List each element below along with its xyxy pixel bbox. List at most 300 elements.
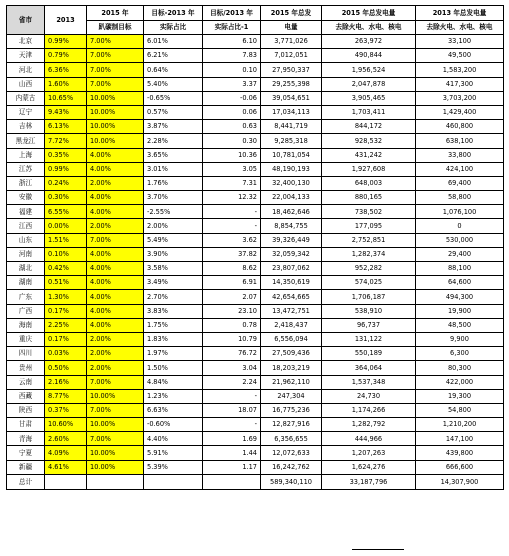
cell-2013: 0.30% bbox=[45, 191, 87, 205]
table-row bbox=[7, 418, 504, 432]
cell-target: 10.00% bbox=[87, 91, 144, 105]
table-row bbox=[7, 219, 504, 233]
total-excl2013: 14,307,900 bbox=[416, 474, 504, 489]
cell-target: 7.00% bbox=[87, 375, 144, 389]
cell-province: 广西 bbox=[7, 304, 45, 318]
cell-excl2015: 574,025 bbox=[322, 276, 416, 290]
cell-2013: 1.60% bbox=[45, 77, 87, 91]
cell-2013: 6.36% bbox=[45, 63, 87, 77]
total-empty-cell bbox=[203, 474, 261, 489]
cell-2013: 0.99% bbox=[45, 35, 87, 49]
cell-diff: 5.39% bbox=[144, 460, 203, 474]
cell-excl2013: 494,300 bbox=[416, 290, 504, 304]
cell-target: 4.00% bbox=[87, 318, 144, 332]
cell-ratio: 6.10 bbox=[203, 35, 261, 49]
total-underline bbox=[352, 549, 404, 550]
table-row bbox=[7, 77, 504, 91]
header-excl2013-line1: 2013 年总发电量 bbox=[416, 6, 504, 21]
cell-ratio: 6.91 bbox=[203, 276, 261, 290]
cell-diff: -0.65% bbox=[144, 91, 203, 105]
cell-2013: 2.16% bbox=[45, 375, 87, 389]
cell-province: 天津 bbox=[7, 49, 45, 63]
cell-province: 河南 bbox=[7, 247, 45, 261]
cell-diff: -2.55% bbox=[144, 205, 203, 219]
table-body bbox=[7, 35, 504, 475]
cell-province: 陕西 bbox=[7, 403, 45, 417]
cell-diff: 6.21% bbox=[144, 49, 203, 63]
table-row bbox=[7, 233, 504, 247]
table-row bbox=[7, 262, 504, 276]
cell-excl2015: 648,003 bbox=[322, 176, 416, 190]
cell-province: 辽宁 bbox=[7, 105, 45, 119]
table-row bbox=[7, 247, 504, 261]
cell-gen2015: 12,827,916 bbox=[261, 418, 322, 432]
cell-excl2015: 431,242 bbox=[322, 148, 416, 162]
header-ratio-line2: 实际占比-1 bbox=[203, 21, 261, 35]
cell-target: 2.00% bbox=[87, 361, 144, 375]
header-target-line1: 2015 年 bbox=[87, 6, 144, 21]
cell-excl2013: 1,210,200 bbox=[416, 418, 504, 432]
cell-ratio: 0.30 bbox=[203, 134, 261, 148]
cell-diff: 3.65% bbox=[144, 148, 203, 162]
cell-2013: 4.61% bbox=[45, 460, 87, 474]
cell-excl2015: 1,706,187 bbox=[322, 290, 416, 304]
cell-excl2013: 29,400 bbox=[416, 247, 504, 261]
cell-ratio: 1.17 bbox=[203, 460, 261, 474]
cell-ratio: 0.10 bbox=[203, 63, 261, 77]
cell-diff: 5.91% bbox=[144, 446, 203, 460]
table-row bbox=[7, 290, 504, 304]
header-diff-line2: 实际占比 bbox=[144, 21, 203, 35]
cell-ratio: 7.31 bbox=[203, 176, 261, 190]
cell-target: 7.00% bbox=[87, 233, 144, 247]
cell-excl2015: 738,502 bbox=[322, 205, 416, 219]
table-row bbox=[7, 318, 504, 332]
cell-excl2013: 19,300 bbox=[416, 389, 504, 403]
cell-diff: 3.01% bbox=[144, 162, 203, 176]
cell-province: 甘肃 bbox=[7, 418, 45, 432]
cell-ratio: - bbox=[203, 205, 261, 219]
cell-target: 7.00% bbox=[87, 403, 144, 417]
cell-ratio: 3.05 bbox=[203, 162, 261, 176]
cell-gen2015: 18,203,219 bbox=[261, 361, 322, 375]
cell-gen2015: 39,326,449 bbox=[261, 233, 322, 247]
cell-province: 云南 bbox=[7, 375, 45, 389]
cell-target: 10.00% bbox=[87, 120, 144, 134]
cell-province: 山东 bbox=[7, 233, 45, 247]
cell-ratio: 23.10 bbox=[203, 304, 261, 318]
cell-gen2015: 16,242,762 bbox=[261, 460, 322, 474]
cell-2013: 0.42% bbox=[45, 262, 87, 276]
cell-gen2015: 247,304 bbox=[261, 389, 322, 403]
cell-excl2013: 58,800 bbox=[416, 191, 504, 205]
cell-gen2015: 48,190,193 bbox=[261, 162, 322, 176]
cell-excl2013: 3,703,200 bbox=[416, 91, 504, 105]
cell-2013: 0.03% bbox=[45, 347, 87, 361]
table-row bbox=[7, 347, 504, 361]
table-row bbox=[7, 432, 504, 446]
cell-gen2015: 14,350,619 bbox=[261, 276, 322, 290]
cell-excl2015: 177,095 bbox=[322, 219, 416, 233]
cell-diff: 5.40% bbox=[144, 77, 203, 91]
cell-excl2013: 9,900 bbox=[416, 332, 504, 346]
cell-diff: 3.83% bbox=[144, 304, 203, 318]
cell-excl2013: 530,000 bbox=[416, 233, 504, 247]
cell-excl2015: 131,122 bbox=[322, 332, 416, 346]
cell-gen2015: 8,854,755 bbox=[261, 219, 322, 233]
cell-excl2015: 844,172 bbox=[322, 120, 416, 134]
cell-2013: 0.99% bbox=[45, 162, 87, 176]
cell-ratio: 37.82 bbox=[203, 247, 261, 261]
cell-target: 7.00% bbox=[87, 77, 144, 91]
cell-excl2013: 147,100 bbox=[416, 432, 504, 446]
cell-target: 4.00% bbox=[87, 148, 144, 162]
cell-2013: 6.13% bbox=[45, 120, 87, 134]
cell-target: 10.00% bbox=[87, 105, 144, 119]
cell-gen2015: 10,781,054 bbox=[261, 148, 322, 162]
cell-ratio: -0.06 bbox=[203, 91, 261, 105]
cell-2013: 0.50% bbox=[45, 361, 87, 375]
cell-excl2013: 0 bbox=[416, 219, 504, 233]
cell-excl2013: 19,900 bbox=[416, 304, 504, 318]
cell-ratio: 10.36 bbox=[203, 148, 261, 162]
cell-target: 7.00% bbox=[87, 49, 144, 63]
cell-gen2015: 8,441,719 bbox=[261, 120, 322, 134]
table-row bbox=[7, 162, 504, 176]
cell-diff: 6.63% bbox=[144, 403, 203, 417]
cell-excl2015: 1,174,266 bbox=[322, 403, 416, 417]
cell-2013: 0.17% bbox=[45, 332, 87, 346]
cell-target: 4.00% bbox=[87, 304, 144, 318]
header-province: 省市 bbox=[7, 6, 45, 35]
cell-excl2015: 538,910 bbox=[322, 304, 416, 318]
cell-gen2015: 27,509,436 bbox=[261, 347, 322, 361]
cell-diff: 1.76% bbox=[144, 176, 203, 190]
cell-ratio: 3.37 bbox=[203, 77, 261, 91]
cell-gen2015: 39,054,651 bbox=[261, 91, 322, 105]
cell-province: 江苏 bbox=[7, 162, 45, 176]
table-row bbox=[7, 148, 504, 162]
cell-excl2015: 490,844 bbox=[322, 49, 416, 63]
cell-ratio: 76.72 bbox=[203, 347, 261, 361]
table-row bbox=[7, 460, 504, 474]
table-row bbox=[7, 276, 504, 290]
cell-excl2013: 64,600 bbox=[416, 276, 504, 290]
cell-excl2013: 439,800 bbox=[416, 446, 504, 460]
cell-excl2013: 54,800 bbox=[416, 403, 504, 417]
cell-province: 吉林 bbox=[7, 120, 45, 134]
cell-excl2015: 1,703,411 bbox=[322, 105, 416, 119]
cell-gen2015: 17,034,113 bbox=[261, 105, 322, 119]
cell-excl2013: 666,600 bbox=[416, 460, 504, 474]
total-row bbox=[7, 474, 504, 489]
cell-2013: 0.79% bbox=[45, 49, 87, 63]
cell-ratio: 12.32 bbox=[203, 191, 261, 205]
table-row bbox=[7, 389, 504, 403]
cell-gen2015: 2,418,437 bbox=[261, 318, 322, 332]
table-row bbox=[7, 332, 504, 346]
cell-excl2015: 1,624,276 bbox=[322, 460, 416, 474]
cell-diff: 0.64% bbox=[144, 63, 203, 77]
cell-excl2015: 1,956,524 bbox=[322, 63, 416, 77]
table-row bbox=[7, 105, 504, 119]
cell-2013: 0.37% bbox=[45, 403, 87, 417]
cell-target: 10.00% bbox=[87, 460, 144, 474]
cell-ratio: - bbox=[203, 418, 261, 432]
cell-gen2015: 13,472,751 bbox=[261, 304, 322, 318]
cell-province: 江西 bbox=[7, 219, 45, 233]
cell-diff: 3.58% bbox=[144, 262, 203, 276]
cell-province: 浙江 bbox=[7, 176, 45, 190]
cell-2013: 9.43% bbox=[45, 105, 87, 119]
cell-2013: 2.60% bbox=[45, 432, 87, 446]
cell-target: 2.00% bbox=[87, 176, 144, 190]
cell-excl2013: 6,300 bbox=[416, 347, 504, 361]
cell-province: 湖南 bbox=[7, 276, 45, 290]
cell-province: 北京 bbox=[7, 35, 45, 49]
cell-gen2015: 7,012,051 bbox=[261, 49, 322, 63]
cell-2013: 2.25% bbox=[45, 318, 87, 332]
cell-excl2013: 417,300 bbox=[416, 77, 504, 91]
cell-excl2015: 1,282,374 bbox=[322, 247, 416, 261]
cell-excl2013: 424,100 bbox=[416, 162, 504, 176]
cell-ratio: 8.62 bbox=[203, 262, 261, 276]
cell-target: 10.00% bbox=[87, 446, 144, 460]
cell-gen2015: 12,072,633 bbox=[261, 446, 322, 460]
cell-2013: 1.51% bbox=[45, 233, 87, 247]
cell-gen2015: 23,807,062 bbox=[261, 262, 322, 276]
cell-diff: 4.40% bbox=[144, 432, 203, 446]
cell-target: 10.00% bbox=[87, 134, 144, 148]
cell-target: 2.00% bbox=[87, 332, 144, 346]
cell-excl2013: 422,000 bbox=[416, 375, 504, 389]
cell-excl2013: 48,500 bbox=[416, 318, 504, 332]
cell-2013: 0.17% bbox=[45, 304, 87, 318]
cell-2013: 7.72% bbox=[45, 134, 87, 148]
cell-excl2015: 550,189 bbox=[322, 347, 416, 361]
cell-2013: 8.77% bbox=[45, 389, 87, 403]
cell-ratio: - bbox=[203, 219, 261, 233]
cell-ratio: 7.83 bbox=[203, 49, 261, 63]
cell-target: 2.00% bbox=[87, 219, 144, 233]
header-excl2013-line2: 去除火电、水电、核电 bbox=[416, 21, 504, 35]
cell-gen2015: 21,962,110 bbox=[261, 375, 322, 389]
cell-target: 7.00% bbox=[87, 432, 144, 446]
cell-2013: 10.60% bbox=[45, 418, 87, 432]
header-gen2015-line1: 2015 年总发 bbox=[261, 6, 322, 21]
cell-excl2015: 444,966 bbox=[322, 432, 416, 446]
cell-diff: 3.49% bbox=[144, 276, 203, 290]
cell-ratio: 2.24 bbox=[203, 375, 261, 389]
cell-gen2015: 27,950,337 bbox=[261, 63, 322, 77]
cell-province: 安徽 bbox=[7, 191, 45, 205]
cell-excl2015: 96,737 bbox=[322, 318, 416, 332]
cell-province: 重庆 bbox=[7, 332, 45, 346]
header-excl2015-line1: 2015 年总发电量 bbox=[322, 6, 416, 21]
cell-target: 7.00% bbox=[87, 35, 144, 49]
table-row bbox=[7, 134, 504, 148]
cell-ratio: 0.63 bbox=[203, 120, 261, 134]
cell-2013: 1.30% bbox=[45, 290, 87, 304]
cell-diff: -0.60% bbox=[144, 418, 203, 432]
cell-excl2013: 80,300 bbox=[416, 361, 504, 375]
cell-target: 2.00% bbox=[87, 347, 144, 361]
cell-province: 宁夏 bbox=[7, 446, 45, 460]
table-row bbox=[7, 304, 504, 318]
cell-province: 山西 bbox=[7, 77, 45, 91]
total-excl2015: 33,187,796 bbox=[322, 474, 416, 489]
cell-excl2015: 1,537,348 bbox=[322, 375, 416, 389]
cell-ratio: 3.04 bbox=[203, 361, 261, 375]
cell-province: 新疆 bbox=[7, 460, 45, 474]
cell-target: 4.00% bbox=[87, 191, 144, 205]
cell-province: 四川 bbox=[7, 347, 45, 361]
cell-province: 福建 bbox=[7, 205, 45, 219]
cell-ratio: 10.79 bbox=[203, 332, 261, 346]
cell-target: 4.00% bbox=[87, 290, 144, 304]
cell-excl2013: 33,100 bbox=[416, 35, 504, 49]
cell-excl2015: 952,282 bbox=[322, 262, 416, 276]
header-diff-line1: 目标-2013 年 bbox=[144, 6, 203, 21]
cell-gen2015: 6,556,094 bbox=[261, 332, 322, 346]
cell-province: 贵州 bbox=[7, 361, 45, 375]
cell-ratio: 3.62 bbox=[203, 233, 261, 247]
cell-target: 4.00% bbox=[87, 262, 144, 276]
cell-gen2015: 16,775,236 bbox=[261, 403, 322, 417]
cell-target: 4.00% bbox=[87, 162, 144, 176]
total-empty-cell bbox=[87, 474, 144, 489]
cell-diff: 1.83% bbox=[144, 332, 203, 346]
cell-gen2015: 32,059,342 bbox=[261, 247, 322, 261]
cell-target: 10.00% bbox=[87, 418, 144, 432]
cell-excl2013: 1,429,400 bbox=[416, 105, 504, 119]
table-row bbox=[7, 49, 504, 63]
cell-excl2015: 24,730 bbox=[322, 389, 416, 403]
cell-diff: 0.57% bbox=[144, 105, 203, 119]
table-row bbox=[7, 446, 504, 460]
table-row bbox=[7, 35, 504, 49]
cell-diff: 5.49% bbox=[144, 233, 203, 247]
cell-excl2013: 69,400 bbox=[416, 176, 504, 190]
header-ratio-line1: 目标/2013 年 bbox=[203, 6, 261, 21]
cell-target: 4.00% bbox=[87, 205, 144, 219]
cell-gen2015: 32,400,130 bbox=[261, 176, 322, 190]
table-row bbox=[7, 191, 504, 205]
cell-ratio: 0.06 bbox=[203, 105, 261, 119]
cell-excl2015: 364,064 bbox=[322, 361, 416, 375]
cell-diff: 1.23% bbox=[144, 389, 203, 403]
power-generation-table bbox=[6, 5, 504, 490]
cell-excl2015: 928,532 bbox=[322, 134, 416, 148]
cell-2013: 10.65% bbox=[45, 91, 87, 105]
table-row bbox=[7, 120, 504, 134]
cell-province: 黑龙江 bbox=[7, 134, 45, 148]
cell-gen2015: 22,004,133 bbox=[261, 191, 322, 205]
cell-diff: 1.97% bbox=[144, 347, 203, 361]
cell-diff: 3.90% bbox=[144, 247, 203, 261]
cell-province: 广东 bbox=[7, 290, 45, 304]
table-row bbox=[7, 91, 504, 105]
cell-target: 4.00% bbox=[87, 247, 144, 261]
cell-excl2015: 2,752,851 bbox=[322, 233, 416, 247]
cell-excl2013: 33,800 bbox=[416, 148, 504, 162]
cell-diff: 2.70% bbox=[144, 290, 203, 304]
cell-excl2013: 1,583,200 bbox=[416, 63, 504, 77]
cell-2013: 0.24% bbox=[45, 176, 87, 190]
cell-excl2015: 263,972 bbox=[322, 35, 416, 49]
cell-2013: 0.35% bbox=[45, 148, 87, 162]
cell-diff: 2.28% bbox=[144, 134, 203, 148]
cell-excl2015: 3,905,465 bbox=[322, 91, 416, 105]
cell-2013: 6.55% bbox=[45, 205, 87, 219]
cell-gen2015: 42,654,665 bbox=[261, 290, 322, 304]
cell-excl2015: 880,165 bbox=[322, 191, 416, 205]
table-row bbox=[7, 361, 504, 375]
total-empty-cell bbox=[45, 474, 87, 489]
cell-excl2013: 88,100 bbox=[416, 262, 504, 276]
total-empty-cell bbox=[144, 474, 203, 489]
cell-target: 7.00% bbox=[87, 63, 144, 77]
cell-excl2015: 1,927,608 bbox=[322, 162, 416, 176]
cell-province: 青海 bbox=[7, 432, 45, 446]
cell-province: 西藏 bbox=[7, 389, 45, 403]
cell-province: 上海 bbox=[7, 148, 45, 162]
cell-province: 河北 bbox=[7, 63, 45, 77]
cell-province: 海南 bbox=[7, 318, 45, 332]
header-2013: 2013 bbox=[45, 6, 87, 35]
cell-ratio: 18.07 bbox=[203, 403, 261, 417]
cell-gen2015: 3,771,026 bbox=[261, 35, 322, 49]
cell-ratio: 1.44 bbox=[203, 446, 261, 460]
cell-diff: 3.87% bbox=[144, 120, 203, 134]
cell-excl2015: 1,282,792 bbox=[322, 418, 416, 432]
cell-diff: 1.50% bbox=[144, 361, 203, 375]
cell-diff: 1.75% bbox=[144, 318, 203, 332]
cell-ratio: 0.78 bbox=[203, 318, 261, 332]
cell-gen2015: 9,285,318 bbox=[261, 134, 322, 148]
table-row bbox=[7, 205, 504, 219]
total-label: 总计 bbox=[7, 474, 45, 489]
cell-2013: 0.00% bbox=[45, 219, 87, 233]
table-row bbox=[7, 63, 504, 77]
cell-diff: 6.01% bbox=[144, 35, 203, 49]
total-gen2015: 589,340,110 bbox=[261, 474, 322, 489]
cell-excl2013: 1,076,100 bbox=[416, 205, 504, 219]
cell-diff: 3.70% bbox=[144, 191, 203, 205]
cell-excl2013: 49,500 bbox=[416, 49, 504, 63]
cell-2013: 0.10% bbox=[45, 247, 87, 261]
cell-gen2015: 6,356,655 bbox=[261, 432, 322, 446]
table-row bbox=[7, 375, 504, 389]
header-gen2015-line2: 电量 bbox=[261, 21, 322, 35]
cell-target: 4.00% bbox=[87, 276, 144, 290]
cell-ratio: - bbox=[203, 389, 261, 403]
cell-gen2015: 29,255,398 bbox=[261, 77, 322, 91]
cell-province: 湖北 bbox=[7, 262, 45, 276]
table-row bbox=[7, 176, 504, 190]
cell-ratio: 1.69 bbox=[203, 432, 261, 446]
cell-diff: 2.00% bbox=[144, 219, 203, 233]
cell-excl2013: 638,100 bbox=[416, 134, 504, 148]
cell-2013: 4.09% bbox=[45, 446, 87, 460]
table-header bbox=[7, 6, 504, 35]
cell-ratio: 2.07 bbox=[203, 290, 261, 304]
cell-excl2015: 1,207,263 bbox=[322, 446, 416, 460]
data-table-container bbox=[6, 5, 504, 490]
cell-2013: 0.51% bbox=[45, 276, 87, 290]
cell-diff: 4.84% bbox=[144, 375, 203, 389]
cell-target: 10.00% bbox=[87, 389, 144, 403]
